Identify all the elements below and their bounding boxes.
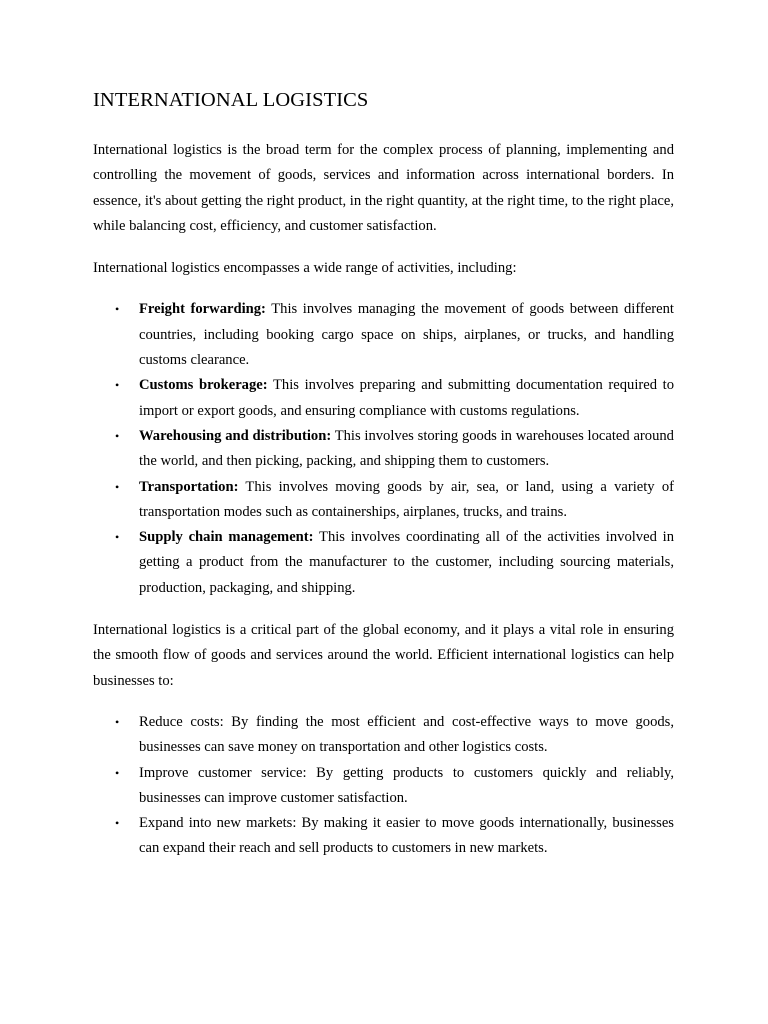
document-title: INTERNATIONAL LOGISTICS <box>93 89 369 111</box>
benefit-text: Improve customer service: By getting products to customers quickly and reliably, businesses can improve customer satisfaction. <box>139 764 674 806</box>
activity-term: Customs brokerage: <box>139 377 268 394</box>
activity-description: This involves moving goods by air, sea, or land, using a variety of transportation modes such as containerships, airplanes, trucks, and trains. <box>139 478 674 520</box>
bullet-icon: • <box>115 302 120 317</box>
list-item <box>115 811 674 862</box>
benefit-text: Expand into new markets: By making it easier to move goods internationally, businesses can expand their reach and sell products to customers in new markets. <box>139 815 674 857</box>
list-item <box>115 424 674 475</box>
importance-paragraph: International logistics is a critical part of the global economy, and it plays a vital role in ensuring the smooth flow of goods and services around the world. Efficient international logistics can help businesses to: <box>93 622 674 689</box>
activity-term: Supply chain management: <box>139 529 314 546</box>
bullet-icon: • <box>115 428 120 443</box>
activity-term: Freight forwarding: <box>139 301 266 318</box>
list-item <box>115 525 674 601</box>
activities-list <box>93 297 674 601</box>
bullet-icon: • <box>115 714 120 729</box>
list-item <box>115 373 675 424</box>
list-item <box>115 297 674 373</box>
benefits-list <box>93 710 674 862</box>
activity-description: This involves coordinating all of the activities involved in getting a product from the manufacturer to the customer, including sourcing materials, production, packaging, and shipping. <box>139 529 674 596</box>
bullet-icon: • <box>115 479 120 494</box>
activity-term: Transportation: <box>139 478 239 495</box>
bullet-icon: • <box>115 530 120 545</box>
activity-description: This involves preparing and submitting documentation required to import or export goods, and ensuring compliance with customs regulations. <box>139 377 675 419</box>
bullet-icon: • <box>115 765 120 780</box>
activity-description: This involves managing the movement of goods between different countries, including booking cargo space on ships, airplanes, or trucks, and handling customs clearance. <box>139 301 674 369</box>
activities-lead-paragraph: International logistics encompasses a wide range of activities, including: <box>93 260 517 277</box>
intro-paragraph: International logistics is the broad term for the complex process of planning, implementing and controlling the movement of goods, services and information across international borders. In essence, it's about getting the right product, in the right quantity, at the right time, to the right place, while balancing cost, efficiency, and customer satisfaction. <box>93 142 674 234</box>
benefit-text: Reduce costs: By finding the most efficient and cost-effective ways to move goods, businesses can save money on transportation and other logistics costs. <box>139 713 674 756</box>
activity-term: Warehousing and distribution: <box>139 427 332 444</box>
list-item <box>115 475 674 526</box>
list-item <box>115 761 674 812</box>
activity-description: This involves storing goods in warehouses located around the world, and then picking, packing, and shipping them to customers. <box>139 427 674 470</box>
bullet-icon: • <box>115 816 120 831</box>
bullet-icon: • <box>115 378 120 393</box>
list-item <box>115 710 674 761</box>
